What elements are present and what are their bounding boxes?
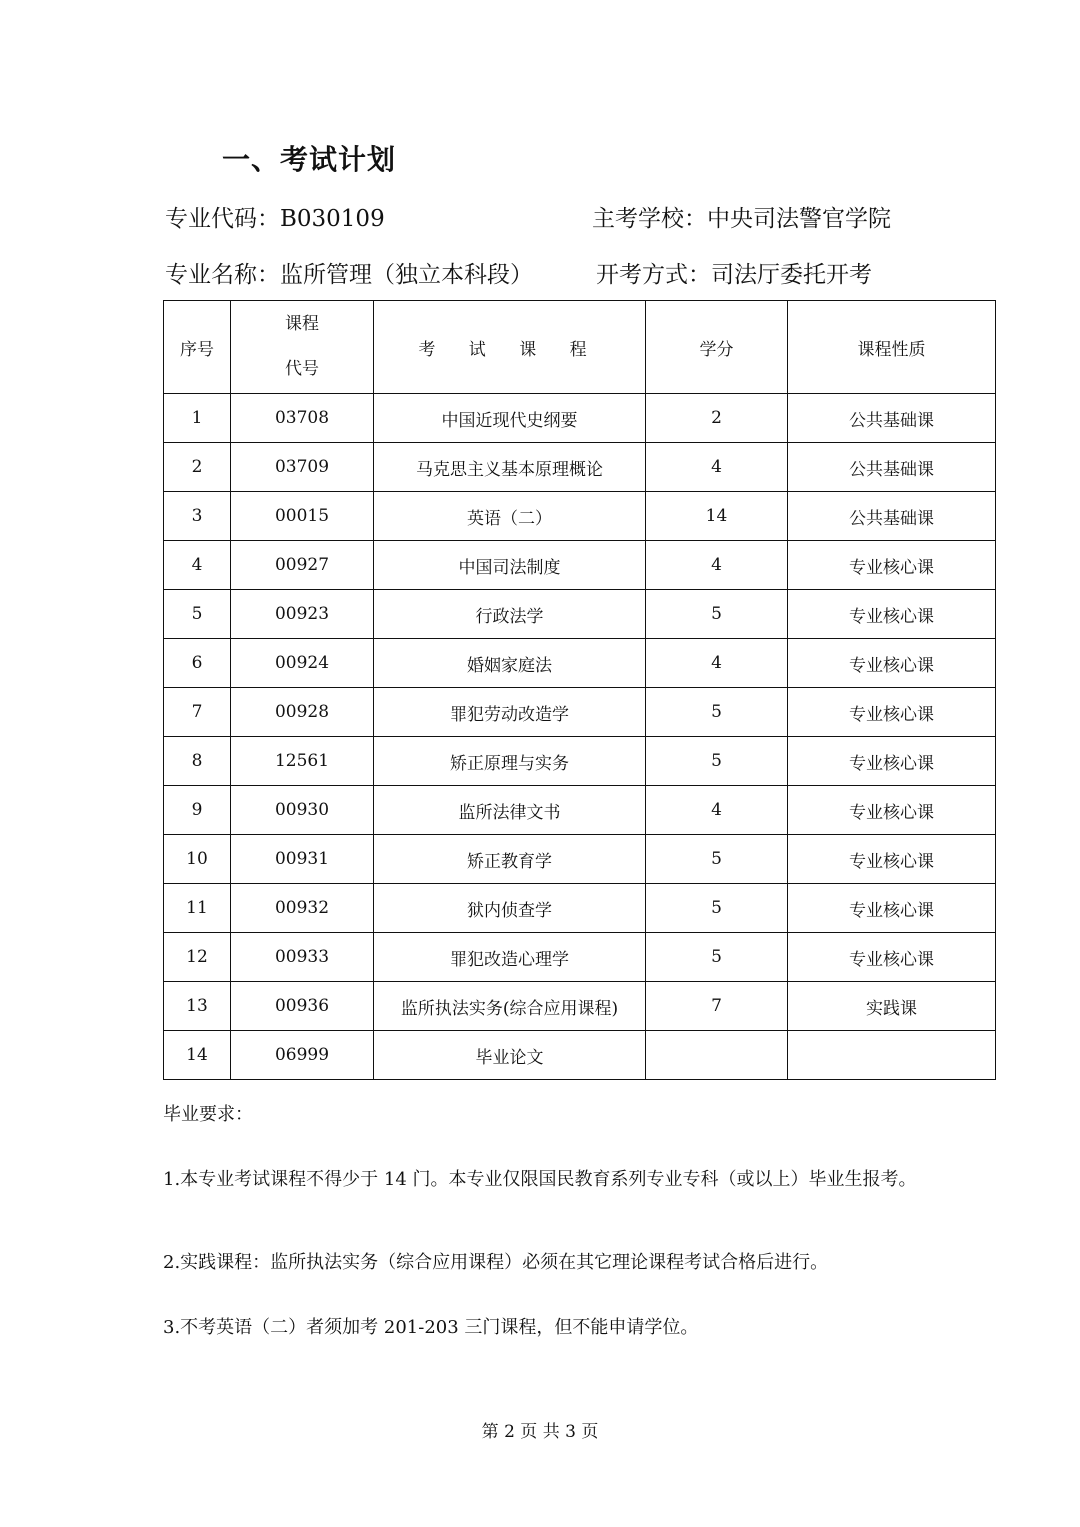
cell-nature: 专业核心课 [788,541,996,590]
cell-seq: 10 [164,835,231,884]
cell-course: 中国近现代史纲要 [374,394,646,443]
cell-code: 03709 [231,443,374,492]
cell-credit: 5 [646,737,788,786]
cell-seq: 7 [164,688,231,737]
table-row [164,492,996,541]
cell-course: 中国司法制度 [374,541,646,590]
table-row [164,835,996,884]
cell-credit: 4 [646,443,788,492]
header-credit: 学分 [646,301,788,394]
examining-school: 主考学校：中央司法警官学院 [592,206,891,232]
cell-code: 00927 [231,541,374,590]
cell-nature: 专业核心课 [788,737,996,786]
cell-course: 罪犯劳动改造学 [374,688,646,737]
cell-seq: 9 [164,786,231,835]
cell-course: 毕业论文 [374,1031,646,1080]
cell-credit: 4 [646,786,788,835]
header-nature: 课程性质 [788,301,996,394]
cell-course: 马克思主义基本原理概论 [374,443,646,492]
graduation-requirements-title: 毕业要求： [163,1104,253,1125]
cell-nature: 实践课 [788,982,996,1031]
cell-code: 00933 [231,933,374,982]
cell-credit: 5 [646,835,788,884]
cell-seq: 1 [164,394,231,443]
cell-seq: 6 [164,639,231,688]
cell-credit: 14 [646,492,788,541]
table-row [164,884,996,933]
table-row [164,639,996,688]
cell-course: 矫正教育学 [374,835,646,884]
table-header-row [164,301,996,394]
table-row [164,737,996,786]
cell-seq: 5 [164,590,231,639]
cell-seq: 8 [164,737,231,786]
cell-code: 03708 [231,394,374,443]
cell-credit: 4 [646,639,788,688]
cell-seq: 4 [164,541,231,590]
cell-code: 12561 [231,737,374,786]
cell-credit: 2 [646,394,788,443]
requirement-item: 3.不考英语（二）者须加考 201-203 三门课程，但不能申请学位。 [163,1317,699,1338]
cell-seq: 2 [164,443,231,492]
major-code: 专业代码：B030109 [165,206,385,232]
cell-code: 00928 [231,688,374,737]
cell-nature: 专业核心课 [788,884,996,933]
cell-nature: 专业核心课 [788,688,996,737]
cell-credit: 5 [646,884,788,933]
cell-nature: 专业核心课 [788,590,996,639]
cell-code: 00931 [231,835,374,884]
cell-course: 狱内侦查学 [374,884,646,933]
table-row [164,541,996,590]
cell-seq: 3 [164,492,231,541]
cell-course: 罪犯改造心理学 [374,933,646,982]
cell-course: 矫正原理与实务 [374,737,646,786]
major-name: 专业名称：监所管理（独立本科段） [165,262,533,288]
cell-code: 06999 [231,1031,374,1080]
cell-nature [788,1031,996,1080]
page-title: 一、考试计划 [222,143,397,176]
table-row [164,394,996,443]
cell-seq: 14 [164,1031,231,1080]
cell-nature: 专业核心课 [788,933,996,982]
page-number: 第 2 页 共 3 页 [481,1422,599,1442]
cell-course: 行政法学 [374,590,646,639]
cell-nature: 专业核心课 [788,786,996,835]
cell-course: 婚姻家庭法 [374,639,646,688]
cell-course: 英语（二） [374,492,646,541]
table-row [164,933,996,982]
table-row [164,1031,996,1080]
cell-credit: 7 [646,982,788,1031]
cell-code: 00923 [231,590,374,639]
cell-nature: 公共基础课 [788,394,996,443]
cell-code: 00924 [231,639,374,688]
table-row [164,443,996,492]
header-course-code [231,301,374,394]
table-row [164,982,996,1031]
cell-code: 00930 [231,786,374,835]
cell-course: 监所法律文书 [374,786,646,835]
cell-nature: 公共基础课 [788,492,996,541]
cell-credit: 5 [646,590,788,639]
cell-credit: 5 [646,688,788,737]
cell-nature: 专业核心课 [788,835,996,884]
exam-plan-table [163,300,996,1080]
header-course-code-line2: 代号 [285,359,319,379]
requirement-item: 2.实践课程：监所执法实务（综合应用课程）必须在其它理论课程考试合格后进行。 [163,1252,829,1273]
cell-nature: 公共基础课 [788,443,996,492]
header-course-code-line1: 课程 [285,314,319,334]
exam-mode: 开考方式：司法厅委托开考 [596,262,872,288]
table-row [164,688,996,737]
table-row [164,786,996,835]
cell-credit: 5 [646,933,788,982]
cell-nature: 专业核心课 [788,639,996,688]
cell-code: 00936 [231,982,374,1031]
cell-seq: 12 [164,933,231,982]
cell-course: 监所执法实务(综合应用课程) [374,982,646,1031]
requirement-item: 1.本专业考试课程不得少于 14 门。本专业仅限国民教育系列专业专科（或以上）毕业生报考。 [163,1169,917,1190]
cell-seq: 11 [164,884,231,933]
cell-credit [646,1031,788,1080]
cell-credit: 4 [646,541,788,590]
cell-code: 00015 [231,492,374,541]
header-course: 考 试 课 程 [374,301,646,394]
cell-code: 00932 [231,884,374,933]
table-row [164,590,996,639]
header-seq: 序号 [164,301,231,394]
cell-seq: 13 [164,982,231,1031]
